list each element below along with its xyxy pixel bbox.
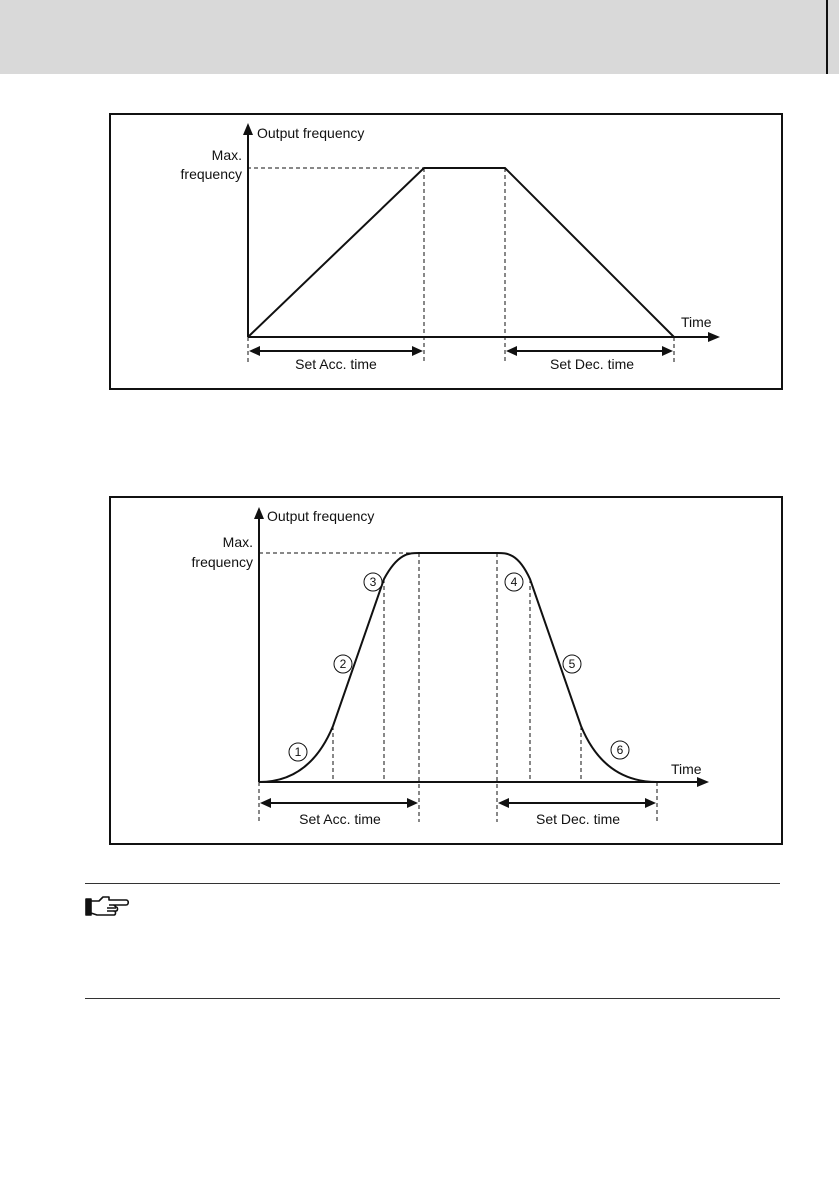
segment-marker-6: 6 [616, 743, 624, 757]
max-label-line1: Max. [222, 534, 253, 550]
note-bottom-rule [85, 998, 780, 999]
dec-time-label: Set Dec. time [549, 356, 635, 372]
acc-span-right-arrow-icon [412, 346, 423, 356]
x-axis-arrow-icon [708, 332, 720, 342]
segment-marker-3: 3 [369, 575, 377, 589]
dec-time-label: Set Dec. time [535, 811, 621, 827]
y-axis-arrow-icon [254, 507, 264, 519]
x-axis-arrow-icon [697, 777, 709, 787]
frequency-profile-line [248, 168, 674, 337]
header-edge-mark [826, 0, 828, 74]
dec-span-right-arrow-icon [662, 346, 673, 356]
segment-marker-4: 4 [510, 575, 518, 589]
acc-span-left-arrow-icon [249, 346, 260, 356]
x-axis-label: Time [681, 314, 712, 330]
acc-time-label: Set Acc. time [299, 811, 381, 827]
dec-span-right-arrow-icon [645, 798, 656, 808]
pointing-hand-icon [85, 893, 131, 919]
y-axis-arrow-icon [243, 123, 253, 135]
dec-span-left-arrow-icon [506, 346, 517, 356]
dec-span-left-arrow-icon [498, 798, 509, 808]
segment-marker-5: 5 [568, 657, 576, 671]
segment-marker-1: 1 [294, 745, 302, 759]
max-label-line2: frequency [191, 554, 253, 570]
frequency-profile-curve [259, 553, 657, 782]
y-axis-label: Output frequency [267, 508, 375, 524]
max-label-line2: frequency [180, 166, 242, 182]
s-curve-accel-figure [109, 496, 783, 845]
page-header-band [0, 0, 839, 74]
acc-time-label: Set Acc. time [295, 356, 377, 372]
linear-accel-diagram [111, 115, 781, 388]
acc-span-left-arrow-icon [260, 798, 271, 808]
x-axis-label: Time [671, 761, 702, 777]
acc-span-right-arrow-icon [407, 798, 418, 808]
y-axis-label: Output frequency [257, 125, 365, 141]
s-curve-accel-diagram [111, 498, 781, 843]
linear-accel-figure [109, 113, 783, 390]
segment-marker-2: 2 [339, 657, 347, 671]
note-top-rule [85, 883, 780, 884]
max-label-line1: Max. [211, 147, 242, 163]
